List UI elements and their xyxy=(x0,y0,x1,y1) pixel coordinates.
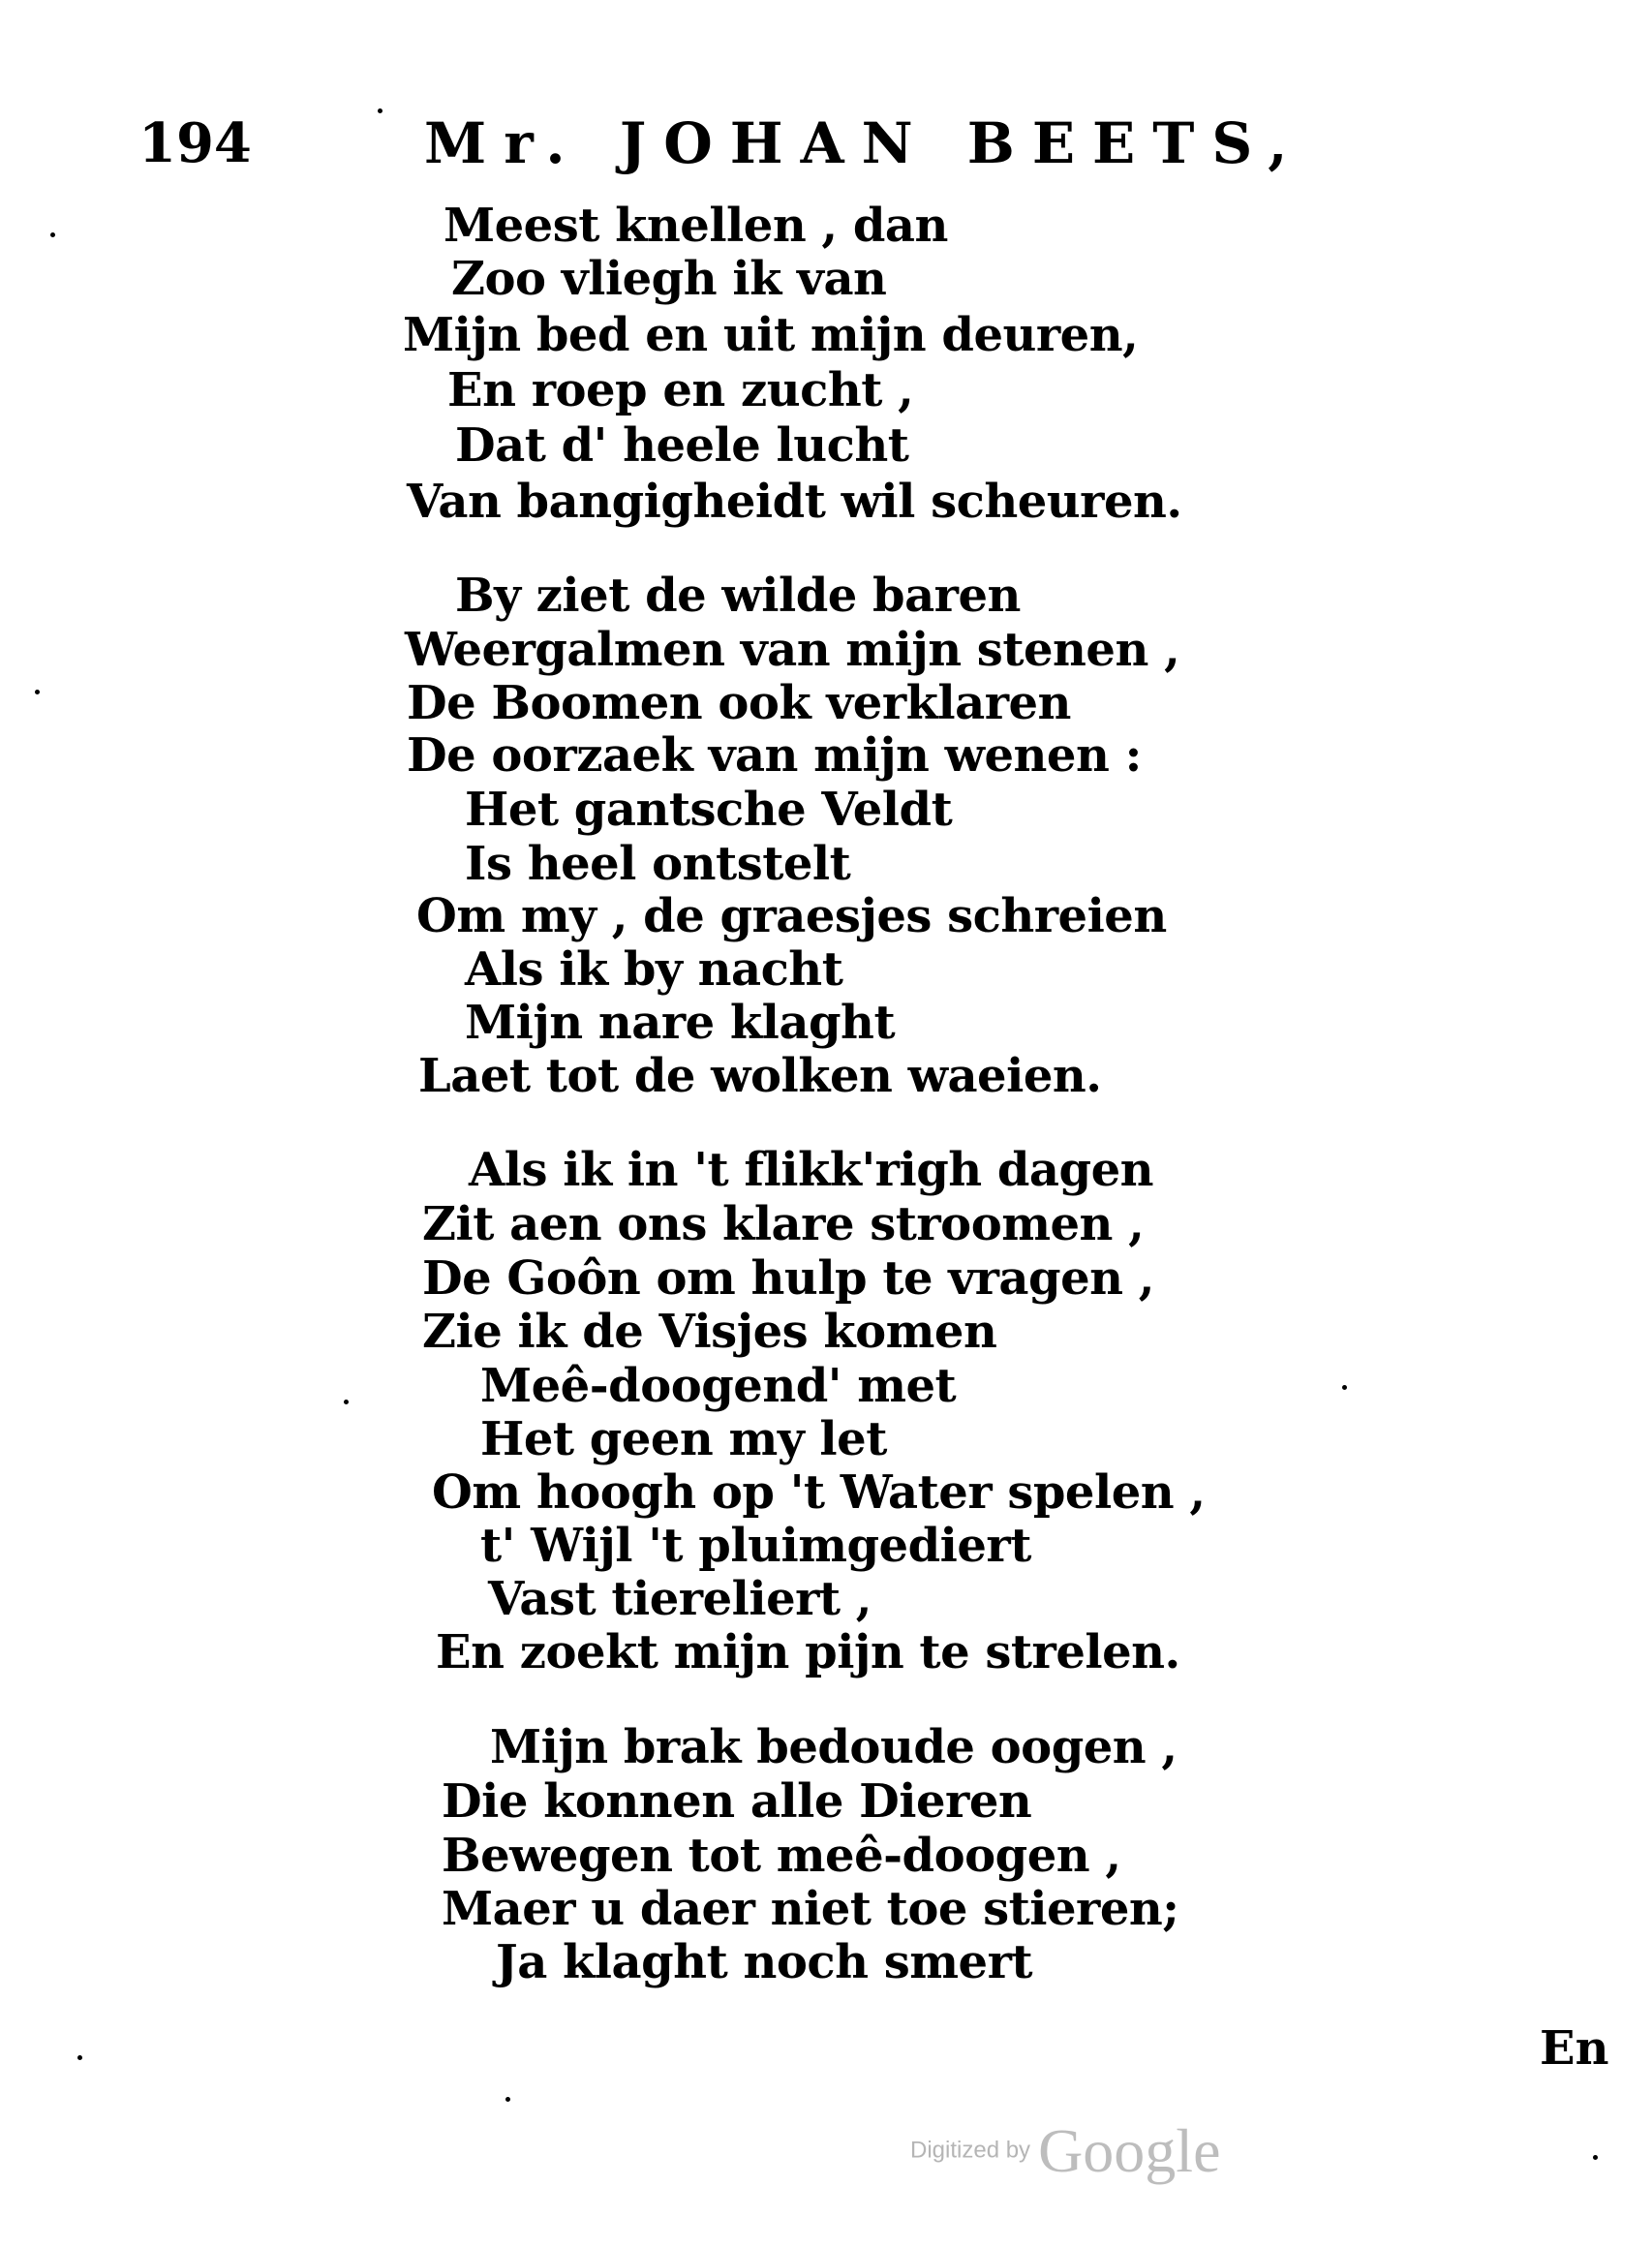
scan-speck xyxy=(344,1400,349,1404)
scan-speck xyxy=(50,232,55,237)
poem-line: t' Wijl 't pluimgediert xyxy=(480,1519,1031,1573)
poem-line: Het gantsche Veldt xyxy=(465,783,953,837)
scan-speck xyxy=(378,108,382,113)
poem-line: Vast tiereliert , xyxy=(488,1572,872,1626)
scan-speck xyxy=(505,2097,510,2102)
poem-line: Mijn brak bedoude oogen , xyxy=(490,1720,1178,1774)
digitization-watermark xyxy=(910,2111,1220,2189)
poem-line: Die konnen alle Dieren xyxy=(442,1774,1032,1829)
poem-line: En roep en zucht , xyxy=(447,363,914,417)
poem-line: Is heel ontstelt xyxy=(465,837,851,891)
poem-line: Om hoogh op 't Water spelen , xyxy=(432,1465,1206,1520)
poem-line: Als ik in 't flikk'righ dagen xyxy=(469,1143,1154,1197)
digitized-by-text: Digitized by xyxy=(910,2137,1031,2164)
poem-line: Maer u daer niet toe stieren; xyxy=(442,1882,1179,1936)
poem-line: Ja klaght noch smert xyxy=(496,1935,1033,1989)
google-logo: Google xyxy=(1038,2115,1221,2185)
poem-line: Mijn nare klaght xyxy=(465,996,896,1050)
catchword: En xyxy=(1540,2021,1609,2076)
scan-speck xyxy=(1342,1385,1347,1390)
poem-line: Zie ik de Visjes komen xyxy=(422,1305,997,1359)
poem-line: Van bangigheidt wil scheuren. xyxy=(407,475,1182,529)
poem-line: De oorzaek van mijn wenen : xyxy=(407,728,1142,783)
poem-line: En zoekt mijn pijn te strelen. xyxy=(436,1625,1180,1679)
poem-line: De Goôn om hulp te vragen , xyxy=(422,1251,1154,1306)
page-number: 194 xyxy=(138,111,252,175)
poem-line: Weergalmen van mijn stenen , xyxy=(405,623,1180,677)
poem-line: Zit aen ons klare stroomen , xyxy=(422,1197,1145,1251)
poem-line: Het geen my let xyxy=(480,1412,887,1466)
poem-line: Als ik by nacht xyxy=(465,942,843,997)
poem-line: Om my , de graesjes schreien xyxy=(416,889,1167,943)
scan-speck xyxy=(35,690,40,694)
poem-line: De Boomen ook verklaren xyxy=(407,676,1071,730)
poem-line: Zoo vliegh ik van xyxy=(451,252,887,306)
poem-line: Bewegen tot meê-doogen , xyxy=(442,1829,1121,1883)
poem-line: By ziet de wilde baren xyxy=(455,569,1021,623)
poem-line: Meê-doogend' met xyxy=(480,1359,957,1413)
scan-speck xyxy=(77,2055,82,2060)
poem-line: Mijn bed en uit mijn deuren, xyxy=(403,308,1139,362)
poem-line: Laet tot de wolken waeien. xyxy=(418,1049,1102,1103)
poem-line: Dat d' heele lucht xyxy=(455,418,909,473)
poem-line: Meest knellen , dan xyxy=(444,199,948,253)
scan-speck xyxy=(1593,2155,1598,2160)
running-head: Mr. JOHAN BEETS, xyxy=(424,110,1305,176)
